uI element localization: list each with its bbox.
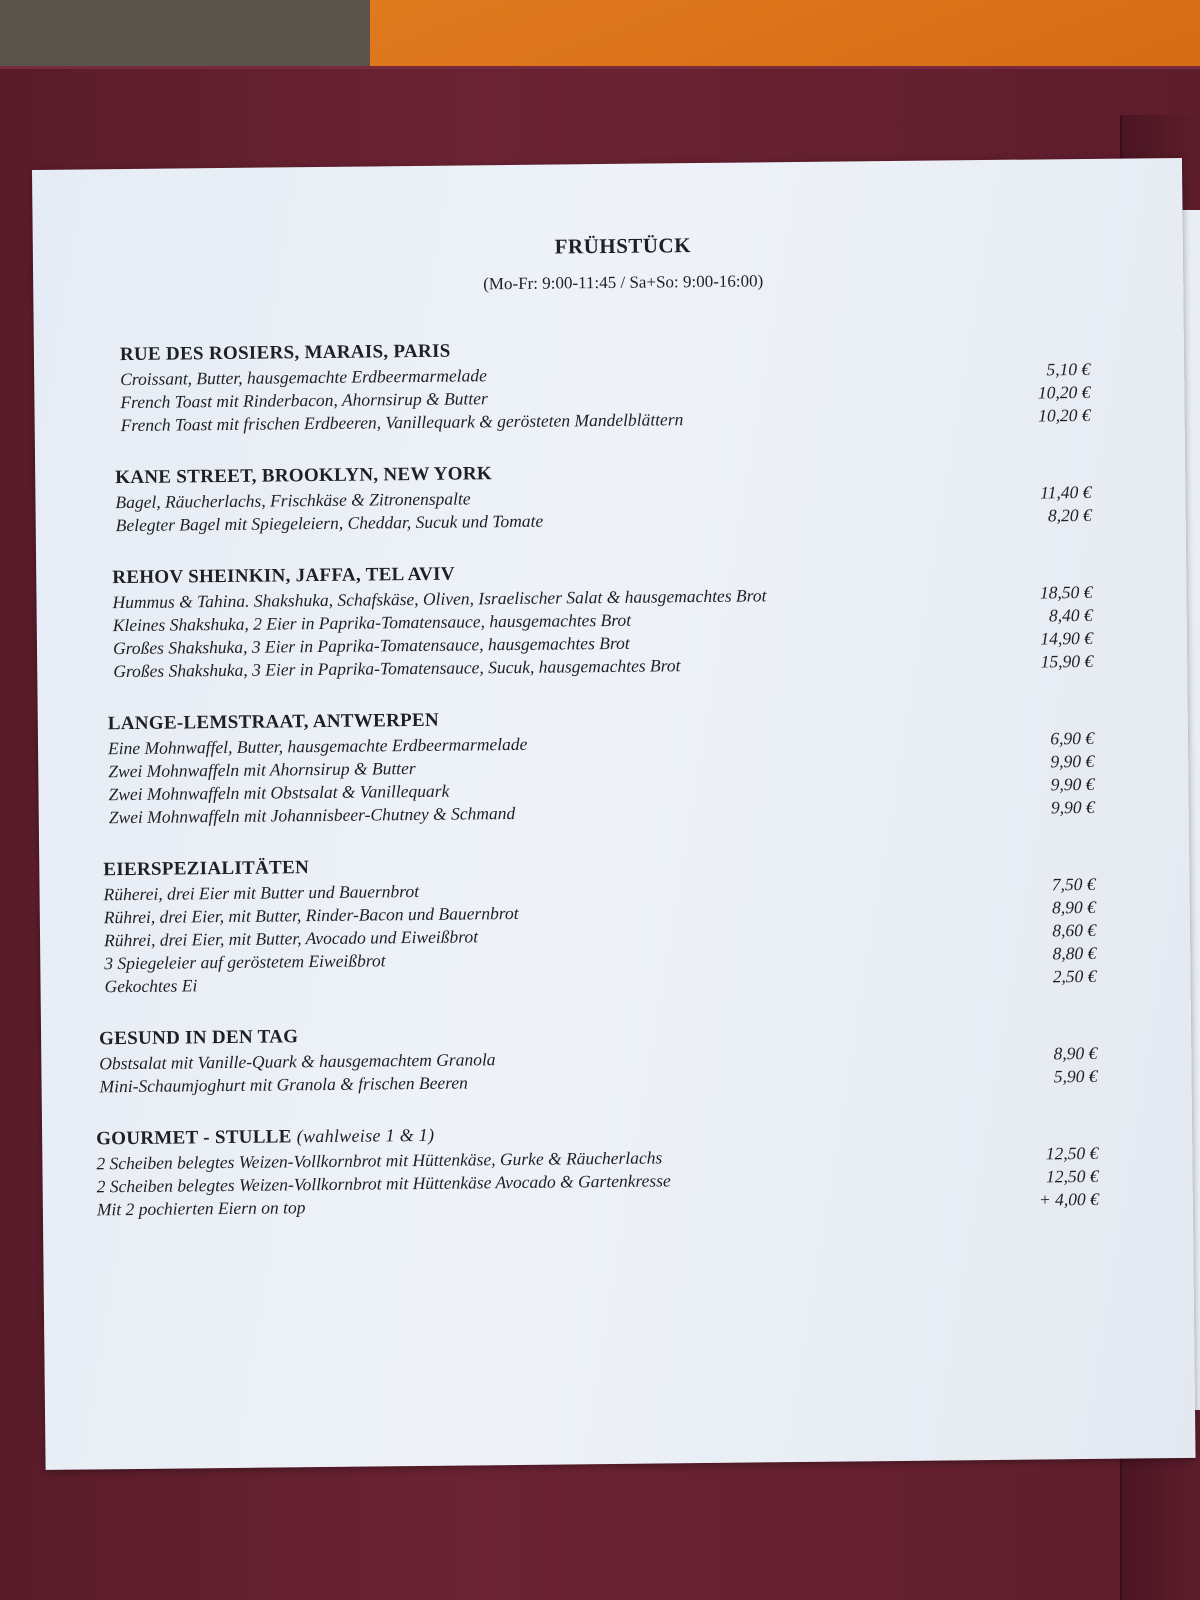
- menu-item-price: 6,90 €: [1050, 727, 1095, 749]
- menu-section: [96, 1118, 1123, 1222]
- menu-item-name: Zwei Mohnwaffeln mit Obstsalat & Vanillequark: [108, 780, 450, 805]
- section-title-text: RUE DES ROSIERS, MARAIS, PARIS: [119, 340, 451, 366]
- menu-item-name: Belegter Bagel mit Spiegeleiern, Cheddar, Sucuk und Tomate: [115, 510, 544, 536]
- menu-item-name: Rührei, drei Eier, mit Butter, Avocado und Eiweißbrot: [103, 926, 479, 951]
- menu-item-name: French Toast mit Rinderbacon, Ahornsirup & Butter: [120, 388, 488, 413]
- menu-item-name: Gekochtes Ei: [104, 975, 198, 997]
- menu-item-price: 18,50 €: [1039, 581, 1093, 603]
- menu-item-name: 2 Scheiben belegtes Weizen-Vollkornbrot mit Hüttenkäse, Gurke & Räucherlachs: [96, 1147, 663, 1174]
- menu-item-name: Rührei, drei Eier, mit Butter, Rinder-Bacon und Bauernbrot: [103, 902, 519, 928]
- menu-item-name: Obstsalat mit Vanille-Quark & hausgemachtem Granola: [99, 1049, 496, 1074]
- menu-item-name: French Toast mit frischen Erdbeeren, Vanillequark & gerösteten Mandelblättern: [120, 409, 684, 436]
- menu-item-price: 8,80 €: [1052, 942, 1097, 964]
- menu-item-name: Mini-Schaumjoghurt mit Granola & frischen Beeren: [99, 1072, 468, 1097]
- menu-item-name: 2 Scheiben belegtes Weizen-Vollkornbrot mit Hüttenkäse Avocado & Gartenkresse: [96, 1170, 671, 1197]
- menu-item-price: 7,50 €: [1051, 873, 1096, 895]
- menu-item-price: 8,60 €: [1052, 919, 1097, 941]
- menu-item-price: 10,20 €: [1038, 404, 1091, 426]
- menu-item-price: 8,90 €: [1051, 896, 1096, 918]
- menu-title: FRÜHSTÜCK: [554, 233, 692, 259]
- menu-section: [112, 557, 1117, 684]
- section-title-text: KANE STREET, BROOKLYN, NEW YORK: [115, 463, 493, 489]
- menu-items: [103, 873, 1120, 999]
- menu-item-name: Zwei Mohnwaffeln mit Ahornsirup & Butter: [108, 758, 416, 782]
- menu-item-price: 11,40 €: [1040, 481, 1092, 503]
- menu-item-name: Rüherei, drei Eier mit Butter und Bauernbrot: [103, 880, 420, 905]
- section-title-text: EIERSPEZIALITÄTEN: [103, 857, 310, 881]
- menu-item-price: 8,90 €: [1053, 1042, 1098, 1064]
- menu-item-price: 9,90 €: [1050, 750, 1095, 772]
- menu-items: [96, 1142, 1123, 1222]
- menu-section: [115, 457, 1116, 537]
- menu-sections: [96, 334, 1123, 1222]
- section-title-text: LANGE-LEMSTRAAT, ANTWERPEN: [107, 709, 440, 735]
- menu-items: [112, 581, 1117, 684]
- menu-section: [103, 849, 1120, 999]
- menu-item-name: 3 Spiegeleier auf geröstetem Eiweißbrot: [104, 950, 386, 974]
- menu-item-name: Croissant, Butter, hausgemachte Erdbeermarmelade: [120, 365, 487, 390]
- menu-item-price: 8,20 €: [1047, 504, 1092, 526]
- menu-item-price: + 4,00 €: [1038, 1188, 1099, 1210]
- menu-item-name: Hummus & Tahina. Shakshuka, Schafskäse, Oliven, Israelischer Salat & hausgemachtes Brot: [112, 585, 767, 613]
- menu-item-price: 5,10 €: [1046, 358, 1091, 380]
- menu-section: [120, 334, 1115, 437]
- opening-hours: (Mo-Fr: 9:00-11:45 / Sa+So: 9:00-16:00): [483, 271, 764, 294]
- menu-item-price: 10,20 €: [1037, 381, 1091, 403]
- menu-items: [99, 1042, 1121, 1099]
- menu-content: [96, 229, 1123, 1222]
- menu-item-price: 2,50 €: [1052, 965, 1097, 987]
- menu-items: [115, 481, 1115, 537]
- menu-items: [108, 727, 1119, 830]
- menu-item-name: Großes Shakshuka, 3 Eier in Paprika-Tomatensauce, hausgemachtes Brot: [112, 632, 630, 659]
- menu-item-price: 12,50 €: [1045, 1165, 1099, 1187]
- menu-item-name: Kleines Shakshuka, 2 Eier in Paprika-Tomatensauce, hausgemachtes Brot: [112, 609, 632, 636]
- menu-item-price: 14,90 €: [1040, 627, 1094, 649]
- section-title-text: GESUND IN DEN TAG: [98, 1026, 299, 1050]
- menu-item-name: Zwei Mohnwaffeln mit Johannisbeer-Chutney & Schmand: [108, 802, 516, 828]
- menu-item-price: 5,90 €: [1053, 1065, 1098, 1087]
- menu-item-price: 9,90 €: [1050, 796, 1095, 818]
- menu-items: [120, 358, 1115, 437]
- section-note: (wahlweise 1 & 1): [296, 1124, 435, 1147]
- section-title-text: GOURMET - STULLE: [96, 1126, 292, 1150]
- menu-item-price: 15,90 €: [1040, 650, 1094, 672]
- menu-item-price: 8,40 €: [1048, 604, 1093, 626]
- menu-item-name: Großes Shakshuka, 3 Eier in Paprika-Tomatensauce, Sucuk, hausgemachtes Brot: [113, 655, 681, 682]
- menu-item-price: 12,50 €: [1045, 1142, 1099, 1164]
- menu-section: [108, 703, 1119, 830]
- section-title-text: REHOV SHEINKIN, JAFFA, TEL AVIV: [112, 563, 455, 589]
- menu-section: [99, 1018, 1122, 1099]
- menu-item-name: Bagel, Räucherlachs, Frischkäse & Zitronenspalte: [115, 488, 471, 513]
- menu-page: [32, 158, 1196, 1470]
- menu-item-price: 9,90 €: [1050, 773, 1095, 795]
- menu-item-name: Eine Mohnwaffel, Butter, hausgemachte Erdbeermarmelade: [107, 733, 528, 759]
- menu-item-name: Mit 2 pochierten Eiern on top: [96, 1197, 306, 1220]
